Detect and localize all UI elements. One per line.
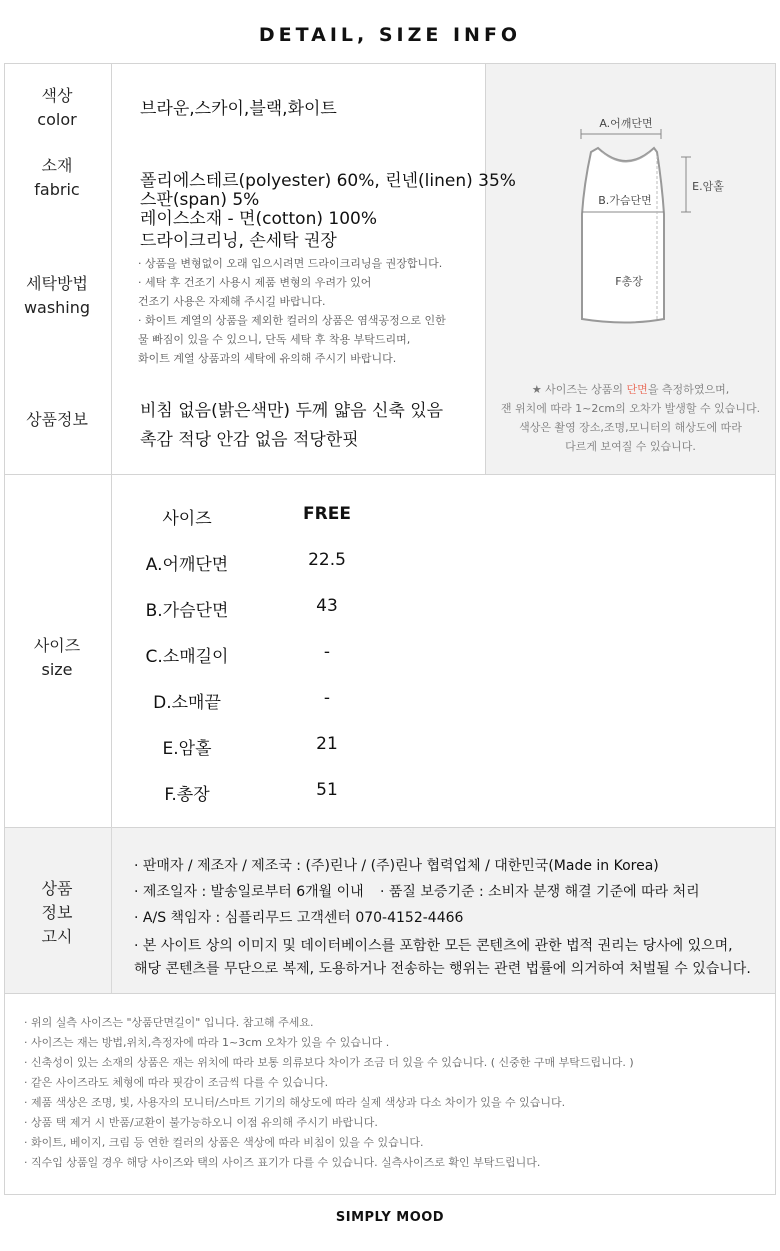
product-info-line: 촉감 적당 안감 없음 적당한핏 xyxy=(140,430,359,450)
washing-note: 화이트 계열 상품과의 세탁에 유의해 주시기 바랍니다. xyxy=(138,352,397,365)
footnote: · 신축성이 있는 소재의 상품은 재는 위치에 따라 보통 의류보다 차이가 조금 더 있을 수 있습니다. ( 신중한 구매 부탁드립니다. ) xyxy=(24,1056,634,1069)
size-row-value: 21 xyxy=(316,734,338,754)
diagram-note: 색상은 촬영 장소,조명,모니터의 해상도에 따라 xyxy=(519,421,742,434)
size-row-name: C.소매길이 xyxy=(145,647,229,667)
footnote: · 사이즈는 재는 방법,위치,측정자에 따라 1~3cm 오차가 있을 수 있습니다 . xyxy=(24,1036,390,1049)
size-row-value: 43 xyxy=(316,596,338,616)
size-label: 사이즈 size xyxy=(33,636,81,679)
product-info-label: 상품정보 xyxy=(26,410,88,429)
page-title: DETAIL, SIZE INFO xyxy=(258,24,522,46)
notice-line: · A/S 책임자 : 심플리무드 고객센터 070-4152-4466 xyxy=(134,910,464,926)
fabric-line: 폴리에스테르(polyester) 60%, 린넨(linen) 35% xyxy=(140,171,516,191)
washing-note: · 화이트 계열의 상품을 제외한 컬러의 상품은 염색공정으로 인한 xyxy=(138,314,446,327)
size-row-value: 51 xyxy=(316,780,338,800)
product-info-line: 비침 없음(밝은색만) 두께 얇음 신축 있음 xyxy=(140,401,444,421)
notice-line: · 판매자 / 제조자 / 제조국 : (주)린나 / (주)린나 협력업체 / 대한민국(Made in Korea) xyxy=(134,858,659,874)
size-row-value: - xyxy=(323,688,331,708)
label-a: A.어깨단면 xyxy=(599,117,653,130)
size-row-value: - xyxy=(323,642,331,662)
diagram-note: 잰 위치에 따라 1~2cm의 오차가 발생할 수 있습니다. xyxy=(500,402,761,415)
washing-note: · 상품을 변형없이 오래 입으시려면 드라이크리닝을 권장합니다. xyxy=(138,257,443,270)
washing-label: 세탁방법 washing xyxy=(23,274,91,317)
label-e: E.암홀 xyxy=(692,180,724,193)
notice-line: · 품질 보증기준 : 소비자 분쟁 해결 기준에 따라 처리 xyxy=(380,884,700,900)
footnote: · 제품 색상은 조명, 빛, 사용자의 모니터/스마트 기기의 해상도에 따라 실제 색상과 다소 차이가 있을 수 있습니다. xyxy=(24,1096,566,1109)
footnote: · 직수입 상품일 경우 해당 사이즈와 택의 사이즈 표기가 다를 수 있습니다. 실측사이즈로 확인 부탁드립니다. xyxy=(24,1156,541,1169)
size-row-name: A.어깨단면 xyxy=(145,555,229,575)
fabric-line: 드라이크리닝, 손세탁 권장 xyxy=(140,231,337,251)
footnote: · 위의 실측 사이즈는 "상품단면길이" 입니다. 참고해 주세요. xyxy=(24,1016,314,1029)
label-f: F총장 xyxy=(615,275,643,288)
tank-top-shape xyxy=(582,148,664,323)
fabric-line: 스판(span) 5% xyxy=(140,190,260,210)
fabric-line: 레이스소재 - 면(cotton) 100% xyxy=(140,209,377,229)
washing-note: 건조기 사용은 자제해 주시길 바랍니다. xyxy=(138,295,326,308)
fabric-label: 소재 fabric xyxy=(34,156,80,199)
size-row-name: E.암홀 xyxy=(162,739,212,759)
washing-note: · 세탁 후 건조기 사용시 제품 변형의 우려가 있어 xyxy=(138,276,372,289)
footnote: · 같은 사이즈라도 체형에 따라 핏감이 조금씩 다를 수 있습니다. xyxy=(24,1076,329,1089)
size-row-name: B.가슴단면 xyxy=(145,601,229,621)
label-b: B.가슴단면 xyxy=(598,194,652,207)
size-row-name: F.총장 xyxy=(164,785,210,805)
size-row-value: 22.5 xyxy=(308,550,346,570)
diagram-note: 다르게 보여질 수 있습니다. xyxy=(565,440,696,453)
brand-footer: SIMPLY MOOD xyxy=(335,1210,445,1225)
footnote: · 상품 택 제거 시 반품/교환이 불가능하오니 이점 유의해 주시기 바랍니다. xyxy=(24,1116,378,1129)
washing-note: 물 빠짐이 있을 수 있으니, 단독 세탁 후 착용 부탁드리며, xyxy=(138,333,411,346)
size-row-name: D.소매끝 xyxy=(153,693,221,713)
tank-top-diagram xyxy=(486,64,775,354)
diagram-note: ★ 사이즈는 상품의 단면을 측정하였으며, xyxy=(531,383,730,396)
size-header-value: FREE xyxy=(303,504,351,524)
notice-line: 해당 콘텐츠를 무단으로 복제, 도용하거나 전송하는 행위는 관련 법률에 의거하여 처벌될 수 있습니다. xyxy=(134,961,751,977)
notice-line: · 본 사이트 상의 이미지 및 데이터베이스를 포함한 모든 콘텐츠에 관한 법적 권리는 당사에 있으며, xyxy=(134,938,733,954)
size-header-label: 사이즈 xyxy=(162,509,212,529)
color-value: 브라운,스카이,블랙,화이트 xyxy=(140,99,337,119)
notice-label: 상품 정보 고시 xyxy=(41,879,73,946)
footnote: · 화이트, 베이지, 크림 등 연한 컬러의 상품은 색상에 따라 비침이 있을 수 있습니다. xyxy=(24,1136,424,1149)
notice-line: · 제조일자 : 발송일로부터 6개월 이내 xyxy=(134,884,364,900)
color-label: 색상 color xyxy=(37,86,77,129)
